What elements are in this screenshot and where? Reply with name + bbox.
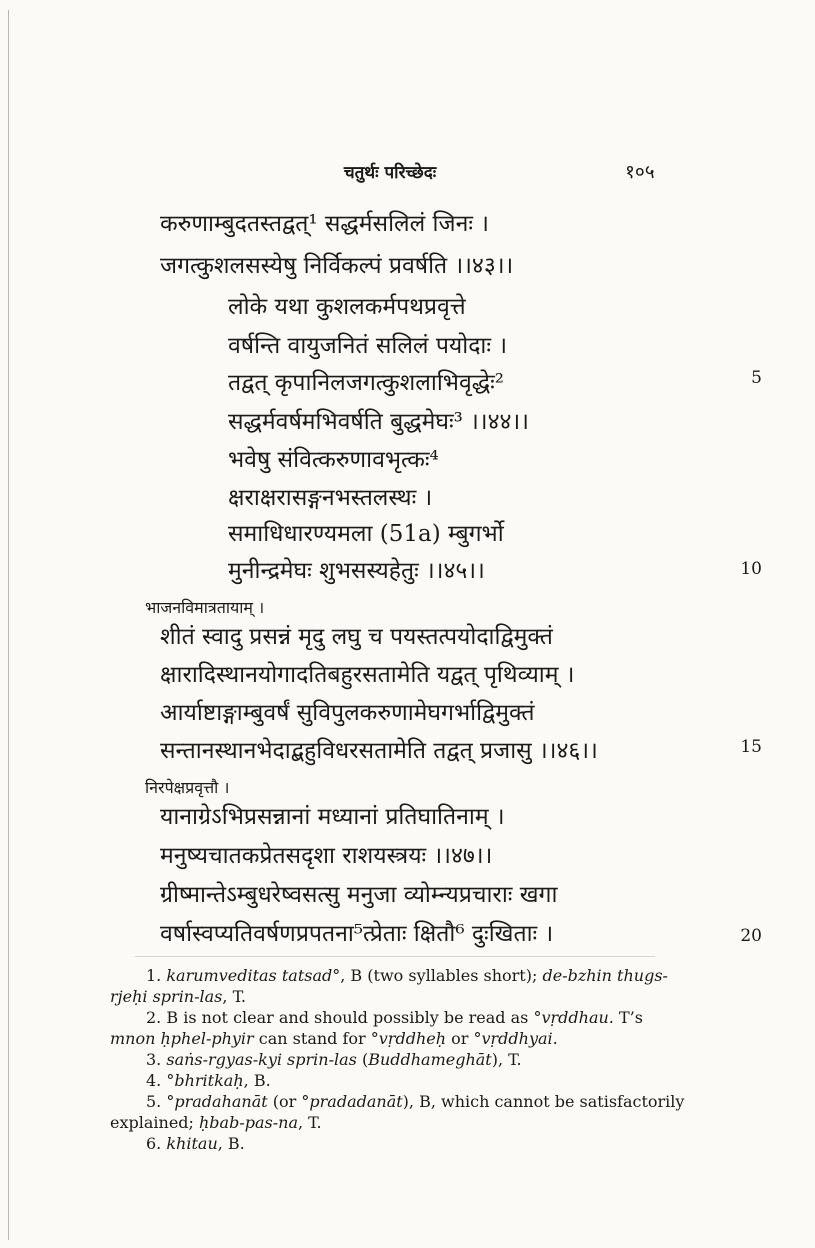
verse-line-11: शीतं स्वादु प्रसन्नं मृदु लघु च पयस्तत्पयोदाद्विमुक्तं (160, 624, 553, 650)
verse-line-2: जगत्कुशलसस्येषु निर्विकल्पं प्रवर्षति ।।४३।। (160, 253, 514, 279)
footnote-6: 6. khitau, B. (146, 1134, 245, 1153)
page-number: १०५ (625, 161, 655, 183)
verse-line-5: तद्वत् कृपानिलजगत्कुशलाभिवृद्धेः² (228, 370, 504, 396)
verse-line-17: ग्रीष्मान्तेऽम्बुधरेष्वसत्सु मनुजा व्योम्न्यप्रचाराः खगा (160, 882, 558, 908)
running-header-title: चतुर्थः परिच्छेदः (343, 163, 437, 183)
verse-line-1: करुणाम्बुदतस्तद्वत्¹ सद्धर्मसलिलं जिनः । (160, 211, 490, 237)
verse-line-15: यानाग्रेऽभिप्रसन्नानां मध्यानां प्रतिघातिनाम् । (160, 804, 505, 830)
footnote-3: 3. saṅs-rgyas-kyi sprin-las (Buddhameghāt), T. (146, 1050, 522, 1069)
page-edge-line (8, 10, 9, 1240)
footnote-1: 1. karumveditas tatsad°, B (two syllables short); de-bzhin thugs-rjeḥi sprin-las, T. (110, 966, 668, 1006)
verse-line-13: आर्याष्टाङ्गाम्बुवर्षं सुविपुलकरुणामेघगर्भाद्विमुक्तं (160, 700, 535, 726)
verse-line-6: सद्धर्मवर्षमभिवर्षति बुद्धमेघः³ ।।४४।। (228, 409, 529, 435)
verse-line-12: क्षारादिस्थानयोगादतिबहुरसतामेति यद्वत् पृथिव्याम् । (160, 662, 575, 688)
footnote-4: 4. °bhritkaḥ, B. (146, 1071, 271, 1090)
verse-line-7: भवेषु संवित्करुणावभृत्कः⁴ (228, 447, 439, 473)
footnotes (110, 965, 685, 1154)
section-label-2: निरपेक्षप्रवृत्तौ । (145, 778, 230, 797)
verse-line-4: वर्षन्ति वायुजनितं सलिलं पयोदाः । (228, 333, 508, 359)
verse-line-9: समाधिधारण्यमला (51a) म्बुगर्भो (228, 521, 504, 547)
verse-line-3: लोके यथा कुशलकर्मपथप्रवृत्ते (228, 294, 466, 320)
verse-line-18: वर्षास्वप्यतिवर्षणप्रपतना⁵त्प्रेताः क्षितौ⁶ दुःखिताः । (160, 921, 554, 947)
footnote-5: 5. °pradahanāt (or °pradadanāt), B, which cannot be satisfactorily explained; ḥbab-pas-na, T. (110, 1092, 685, 1132)
line-number-15: 15 (740, 737, 762, 757)
verse-line-16: मनुष्यचातकप्रेतसदृशा राशयस्त्रयः ।।४७।। (160, 843, 493, 869)
verse-line-14: सन्तानस्थानभेदाद्बहुविधरसतामेति तद्वत् प्रजासु ।।४६।। (160, 738, 598, 764)
line-number-5: 5 (751, 368, 762, 388)
line-number-10: 10 (740, 559, 762, 579)
verse-line-8: क्षराक्षरासङ्गनभस्तलस्थः । (228, 485, 433, 511)
footnote-divider (135, 956, 655, 957)
section-label-1: भाजनविमात्रतायाम् । (145, 598, 265, 617)
verse-line-10: मुनीन्द्रमेघः शुभसस्यहेतुः ।।४५।। (228, 558, 485, 584)
line-number-20: 20 (740, 926, 762, 946)
footnote-2: 2. B is not clear and should possibly be read as °vṛddhau. T’s mnon ḥphel-phyir can stand for °vṛddheḥ or °vṛddhyai. (110, 1008, 643, 1048)
